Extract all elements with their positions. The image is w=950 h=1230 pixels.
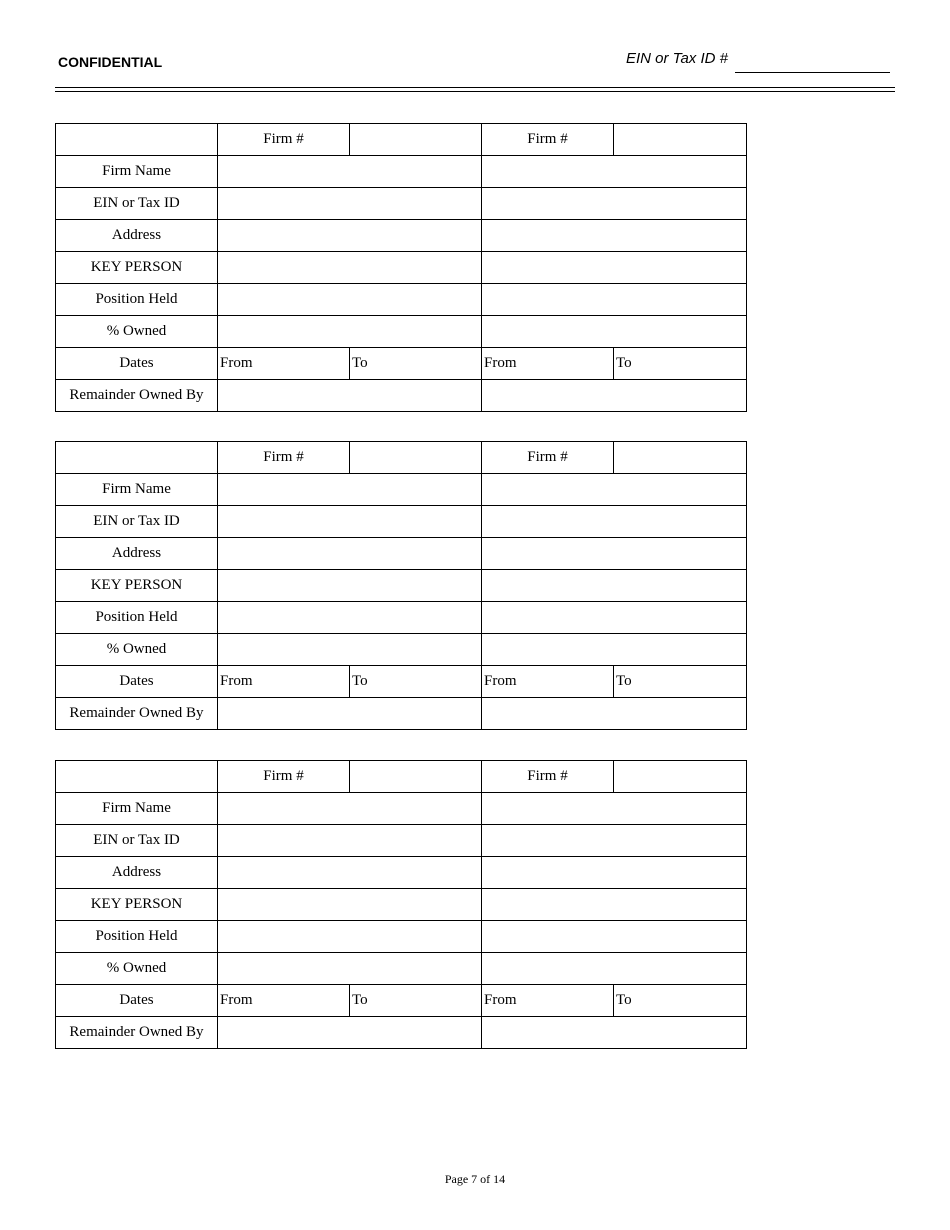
- firm-number-label: Firm #: [482, 761, 614, 793]
- firm-number-input[interactable]: [614, 124, 747, 156]
- table-row-firm-number: [56, 442, 747, 474]
- row-label-key-person: KEY PERSON: [56, 570, 218, 602]
- position-input[interactable]: [218, 921, 482, 953]
- row-label-owned: % Owned: [56, 953, 218, 985]
- position-input[interactable]: [218, 284, 482, 316]
- table-row-remainder: [56, 698, 747, 730]
- row-label-key-person: KEY PERSON: [56, 252, 218, 284]
- date-to-input[interactable]: To: [614, 985, 747, 1017]
- firm-table-1: [55, 123, 747, 412]
- owned-input[interactable]: [218, 953, 482, 985]
- address-input[interactable]: [482, 857, 747, 889]
- address-input[interactable]: [218, 538, 482, 570]
- table-row-position: [56, 602, 747, 634]
- date-to-input[interactable]: To: [614, 348, 747, 380]
- position-input[interactable]: [482, 921, 747, 953]
- position-input[interactable]: [482, 602, 747, 634]
- table-row-ein: [56, 506, 747, 538]
- remainder-input[interactable]: [482, 698, 747, 730]
- key-person-input[interactable]: [218, 570, 482, 602]
- page-number: Page 7 of 14: [444, 1172, 506, 1186]
- table-row-firm-name: [56, 474, 747, 506]
- firm-name-input[interactable]: [218, 474, 482, 506]
- row-label-firm-name: Firm Name: [56, 793, 218, 825]
- address-input[interactable]: [482, 220, 747, 252]
- table-row-key-person: [56, 889, 747, 921]
- ein-input[interactable]: [218, 188, 482, 220]
- date-from-input[interactable]: From: [218, 348, 350, 380]
- row-label-remainder: Remainder Owned By: [56, 1017, 218, 1049]
- row-label-address: Address: [56, 857, 218, 889]
- firm-number-input[interactable]: [614, 761, 747, 793]
- owned-input[interactable]: [482, 634, 747, 666]
- ein-input[interactable]: [218, 825, 482, 857]
- table-row-owned: [56, 316, 747, 348]
- table-row-key-person: [56, 252, 747, 284]
- table-row-position: [56, 921, 747, 953]
- row-label-dates: Dates: [56, 985, 218, 1017]
- corner-cell: [56, 761, 218, 793]
- confidential-heading: CONFIDENTIAL: [58, 54, 163, 70]
- firm-number-input[interactable]: [350, 761, 482, 793]
- header-rule-bottom: [55, 91, 895, 92]
- row-label-owned: % Owned: [56, 634, 218, 666]
- table-row-firm-name: [56, 793, 747, 825]
- date-to-input[interactable]: To: [350, 348, 482, 380]
- table-row-firm-name: [56, 156, 747, 188]
- firm-number-label: Firm #: [218, 124, 350, 156]
- table-row-firm-number: [56, 761, 747, 793]
- address-input[interactable]: [218, 857, 482, 889]
- table-row-key-person: [56, 570, 747, 602]
- date-from-input[interactable]: From: [482, 666, 614, 698]
- firm-name-input[interactable]: [482, 474, 747, 506]
- ein-tax-id-label: EIN or Tax ID #: [626, 50, 728, 67]
- owned-input[interactable]: [482, 953, 747, 985]
- firm-name-input[interactable]: [218, 156, 482, 188]
- row-label-position: Position Held: [56, 602, 218, 634]
- header-rule-top: [55, 87, 895, 88]
- firm-number-label: Firm #: [218, 761, 350, 793]
- firm-number-input[interactable]: [350, 442, 482, 474]
- key-person-input[interactable]: [218, 252, 482, 284]
- remainder-input[interactable]: [482, 380, 747, 412]
- date-to-input[interactable]: To: [350, 985, 482, 1017]
- position-input[interactable]: [218, 602, 482, 634]
- table-row-address: [56, 220, 747, 252]
- row-label-ein: EIN or Tax ID: [56, 188, 218, 220]
- row-label-ein: EIN or Tax ID: [56, 825, 218, 857]
- row-label-firm-name: Firm Name: [56, 156, 218, 188]
- table-row-address: [56, 538, 747, 570]
- row-label-key-person: KEY PERSON: [56, 889, 218, 921]
- row-label-address: Address: [56, 538, 218, 570]
- table-row-dates: [56, 985, 747, 1017]
- table-row-ein: [56, 188, 747, 220]
- remainder-input[interactable]: [218, 698, 482, 730]
- date-to-input[interactable]: To: [614, 666, 747, 698]
- ein-input[interactable]: [218, 506, 482, 538]
- table-row-dates: [56, 666, 747, 698]
- row-label-remainder: Remainder Owned By: [56, 380, 218, 412]
- row-label-dates: Dates: [56, 666, 218, 698]
- key-person-input[interactable]: [218, 889, 482, 921]
- table-row-owned: [56, 953, 747, 985]
- owned-input[interactable]: [218, 316, 482, 348]
- table-row-position: [56, 284, 747, 316]
- remainder-input[interactable]: [218, 380, 482, 412]
- firm-name-input[interactable]: [218, 793, 482, 825]
- firm-number-label: Firm #: [218, 442, 350, 474]
- corner-cell: [56, 442, 218, 474]
- firm-number-input[interactable]: [350, 124, 482, 156]
- date-to-input[interactable]: To: [350, 666, 482, 698]
- owned-input[interactable]: [482, 316, 747, 348]
- firm-name-input[interactable]: [482, 156, 747, 188]
- remainder-input[interactable]: [482, 1017, 747, 1049]
- date-from-input[interactable]: From: [482, 985, 614, 1017]
- table-row-remainder: [56, 1017, 747, 1049]
- table-row-owned: [56, 634, 747, 666]
- ein-input[interactable]: [482, 188, 747, 220]
- key-person-input[interactable]: [482, 889, 747, 921]
- ein-tax-id-field[interactable]: [735, 72, 890, 73]
- date-from-input[interactable]: From: [218, 985, 350, 1017]
- row-label-position: Position Held: [56, 284, 218, 316]
- date-from-input[interactable]: From: [482, 348, 614, 380]
- row-label-remainder: Remainder Owned By: [56, 698, 218, 730]
- key-person-input[interactable]: [482, 570, 747, 602]
- address-input[interactable]: [482, 538, 747, 570]
- firm-number-label: Firm #: [482, 124, 614, 156]
- row-label-firm-name: Firm Name: [56, 474, 218, 506]
- remainder-input[interactable]: [218, 1017, 482, 1049]
- firm-name-input[interactable]: [482, 793, 747, 825]
- position-input[interactable]: [482, 284, 747, 316]
- row-label-ein: EIN or Tax ID: [56, 506, 218, 538]
- corner-cell: [56, 124, 218, 156]
- firm-table-3: [55, 760, 747, 1049]
- firm-table-2: [55, 441, 747, 730]
- table-row-firm-number: [56, 124, 747, 156]
- table-row-ein: [56, 825, 747, 857]
- row-label-address: Address: [56, 220, 218, 252]
- table-row-dates: [56, 348, 747, 380]
- firm-number-label: Firm #: [482, 442, 614, 474]
- firm-number-input[interactable]: [614, 442, 747, 474]
- ein-input[interactable]: [482, 825, 747, 857]
- table-row-address: [56, 857, 747, 889]
- key-person-input[interactable]: [482, 252, 747, 284]
- row-label-position: Position Held: [56, 921, 218, 953]
- table-row-remainder: [56, 380, 747, 412]
- row-label-dates: Dates: [56, 348, 218, 380]
- ein-input[interactable]: [482, 506, 747, 538]
- address-input[interactable]: [218, 220, 482, 252]
- date-from-input[interactable]: From: [218, 666, 350, 698]
- row-label-owned: % Owned: [56, 316, 218, 348]
- owned-input[interactable]: [218, 634, 482, 666]
